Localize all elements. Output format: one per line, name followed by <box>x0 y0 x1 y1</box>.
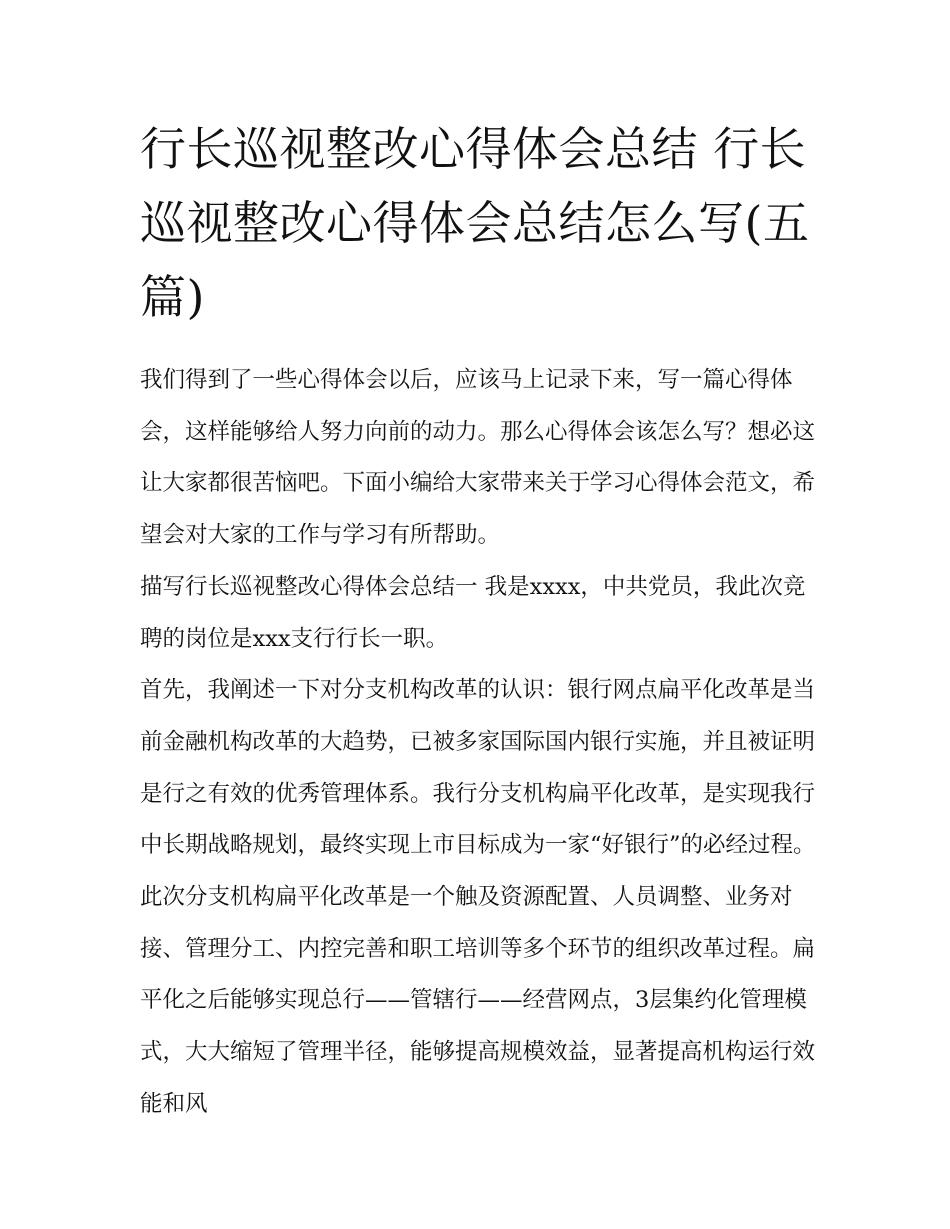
paragraph-intro: 我们得到了一些心得体会以后，应该马上记录下来，写一篇心得体会，这样能够给人努力向前的动力。那么心得体会该怎么写？想必这让大家都很苦恼吧。下面小编给大家带来关于学习心得体会范文，希望会对大家的工作与学习有所帮助。 <box>140 367 816 549</box>
document-body <box>140 355 820 1131</box>
paragraph-reform-understanding: 首先，我阐述一下对分支机构改革的认识：银行网点扁平化改革是当前金融机构改革的大趋势，已被多家国际国内银行实施，并且被证明是行之有效的优秀管理体系。我行分支机构扁平化改革，是实现我行中长期战略规划，最终实现上市目标成为一家“好银行”的必经过程。此次分支机构扁平化改革是一个触及资源配置、人员调整、业务对接、管理分工、内控完善和职工培训等多个环节的组织改革过程。扁平化之后能够实现总行——管辖行——经营网点，3层集约化管理模式，大大缩短了管理半径，能够提高规模效益，显著提高机构运行效能和风 <box>140 677 816 1117</box>
document-title: 行长巡视整改心得体会总结 行长巡视整改心得体会总结怎么写(五篇) <box>140 122 810 324</box>
paragraph-self-introduction: 描写行长巡视整改心得体会总结一 我是xxxx，中共党员，我此次竞聘的岗位是xxx支行行长一职。 <box>140 573 806 652</box>
